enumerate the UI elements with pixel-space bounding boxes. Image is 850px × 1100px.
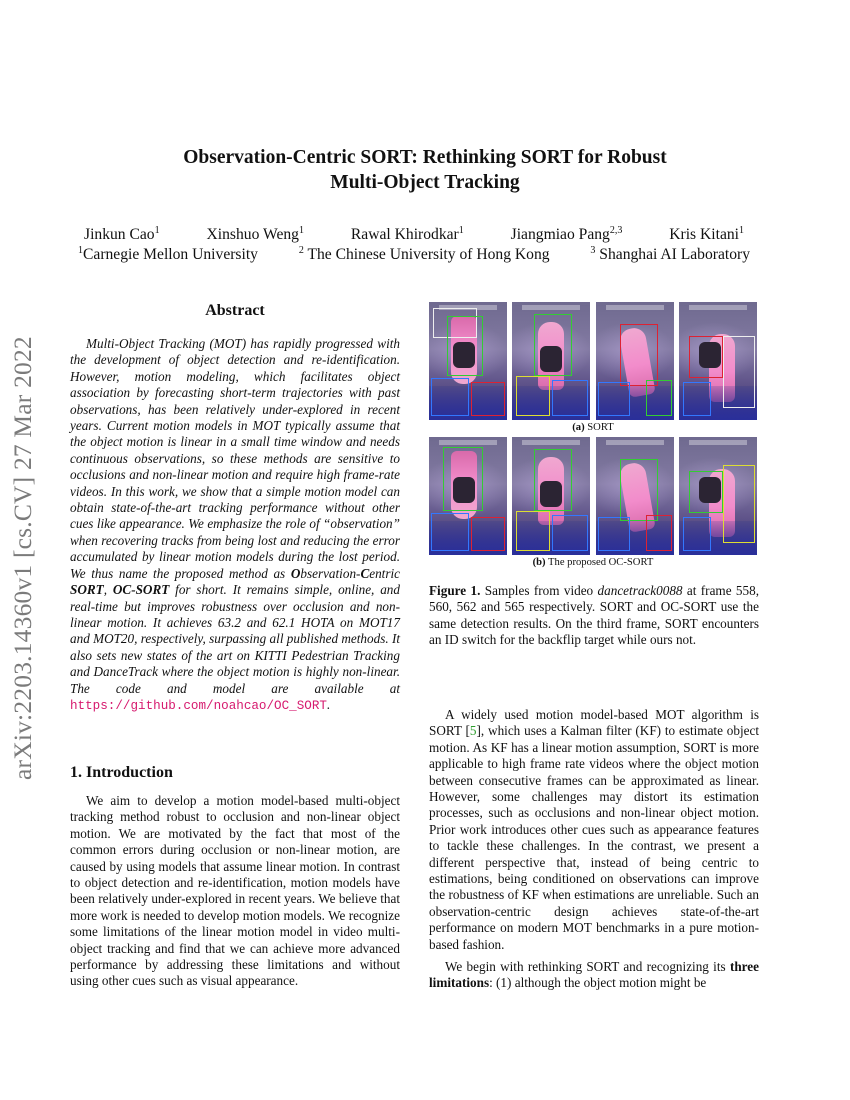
author: Jiangmiao Pang$^{2,3}$ <box>510 225 623 243</box>
affiliation-list <box>78 246 750 264</box>
frame-image <box>512 302 590 420</box>
affiliation: $^1$Carnegie Mellon University <box>78 245 258 263</box>
subfigure-b-caption: (b) The proposed OC-SORT <box>532 557 654 568</box>
frame-image <box>679 302 757 420</box>
code-link[interactable]: https://github.com/noahcao/OC_SORT <box>70 698 327 713</box>
figure-caption: Figure 1. Samples from video dancetrack0088 at frame 558, 560, 562 and 565 respectively. SORT and OC-SORT use the same detection results. On the third frame, SORT encounters an ID switch for the backflip target while ours not. <box>429 583 760 648</box>
frame-image <box>429 437 507 555</box>
figure-row-sort <box>429 302 757 420</box>
introduction-heading: 1. Introduction <box>70 764 173 781</box>
affiliation: $^2$ The Chinese University of Hong Kong <box>298 245 550 263</box>
title-line-2: Multi-Object Tracking <box>330 172 520 193</box>
right-paragraph-1: A widely used motion model-based MOT algorithm is SORT [5], which uses a Kalman filter (KF) to estimate object motion. As KF has a linear motion assumption, SORT is more applicable to high frame rate videos where the object motion between consecutive frames can be approximated as linear. However, some challenges may distort its estimation processes, such as occlusions and non-linear object motion. Prior work introduces other cues such as appearance features to tackle these challenges. In the contrast, we present a different perspective that, instead of being centric to estimations, being conditioned on observations can improve the robustness of KF when estimations are unreliable. Such an observation-centric design achieves state-of-the-art performance on modern MOT benchmarks in a pure motion-based fashion. <box>429 707 759 952</box>
paper-title <box>0 145 850 195</box>
figure-row-ocsort <box>429 437 757 555</box>
right-paragraph-2: We begin with rethinking SORT and recognizing its three limitations: (1) although the object motion might be <box>429 959 759 991</box>
author: Jinkun Cao$^1$ <box>84 225 160 243</box>
arxiv-identifier: arXiv:2203.14360v1 [cs.CV] 27 Mar 2022 <box>8 336 37 780</box>
author-list <box>84 226 744 244</box>
author: Xinshuo Weng$^1$ <box>206 225 304 243</box>
subfigure-a-caption: (a) SORT <box>572 422 614 433</box>
title-line-1: Observation-Centric SORT: Rethinking SORT for Robust <box>183 147 667 168</box>
frame-image <box>596 437 674 555</box>
author: Kris Kitani$^1$ <box>669 225 744 243</box>
frame-image <box>512 437 590 555</box>
affiliation: $^3$ Shanghai AI Laboratory <box>590 245 750 263</box>
citation-link[interactable]: 5 <box>469 723 477 739</box>
frame-image <box>679 437 757 555</box>
frame-image <box>429 302 507 420</box>
frame-image <box>596 302 674 420</box>
author: Rawal Khirodkar$^1$ <box>350 225 464 243</box>
abstract-heading: Abstract <box>205 302 265 319</box>
introduction-text: We aim to develop a motion model-based multi-object tracking method robust to occlusion and non-linear object motion. We are motivated by the fact that most of the common errors during occlusion or non-linear motion, are caused by using models that assume linear motion. In contrast to object detection and re-identification, motion models have been relatively under-explored in recent years. We believe that more work is needed to develop motion models. We recognize some limitations of the linear motion model in video multi-object tracking and find that we can achieve more advanced performance by addressing these limitations and without using other cues such as visual appearance. <box>70 793 400 989</box>
abstract-text: Multi-Object Tracking (MOT) has rapidly progressed with the development of object detection and re-identification. However, motion modeling, which facilitates object association by forecasting short-term trajectories with past observations, has been relatively under-explored in recent years. Current motion models in MOT typically assume that the object motion is linear in a small time window and needs continuous observations, so these methods are sensitive to occlusions and non-linear motion and require high frame-rate videos. In this work, we show that a simple motion model can obtain state-of-the-art tracking performance without other cues like appearance. We emphasize the role of “observation” when recovering tracks from being lost and reducing the error accumulated by linear motion models during the lost period. We thus name the proposed method as Observation-Centric SORT, OC-SORT for short. It remains simple, online, and real-time but improves robustness over occlusion and non-linear motion. It achieves 63.2 and 62.1 HOTA on MOT17 and MOT20, respectively, surpassing all published methods. It also sets new states of the art on KITTI Pedestrian Tracking and DanceTrack where the object motion is highly non-linear. The code and model are available at https://github.com/noahcao/OC_SORT. <box>70 336 400 713</box>
